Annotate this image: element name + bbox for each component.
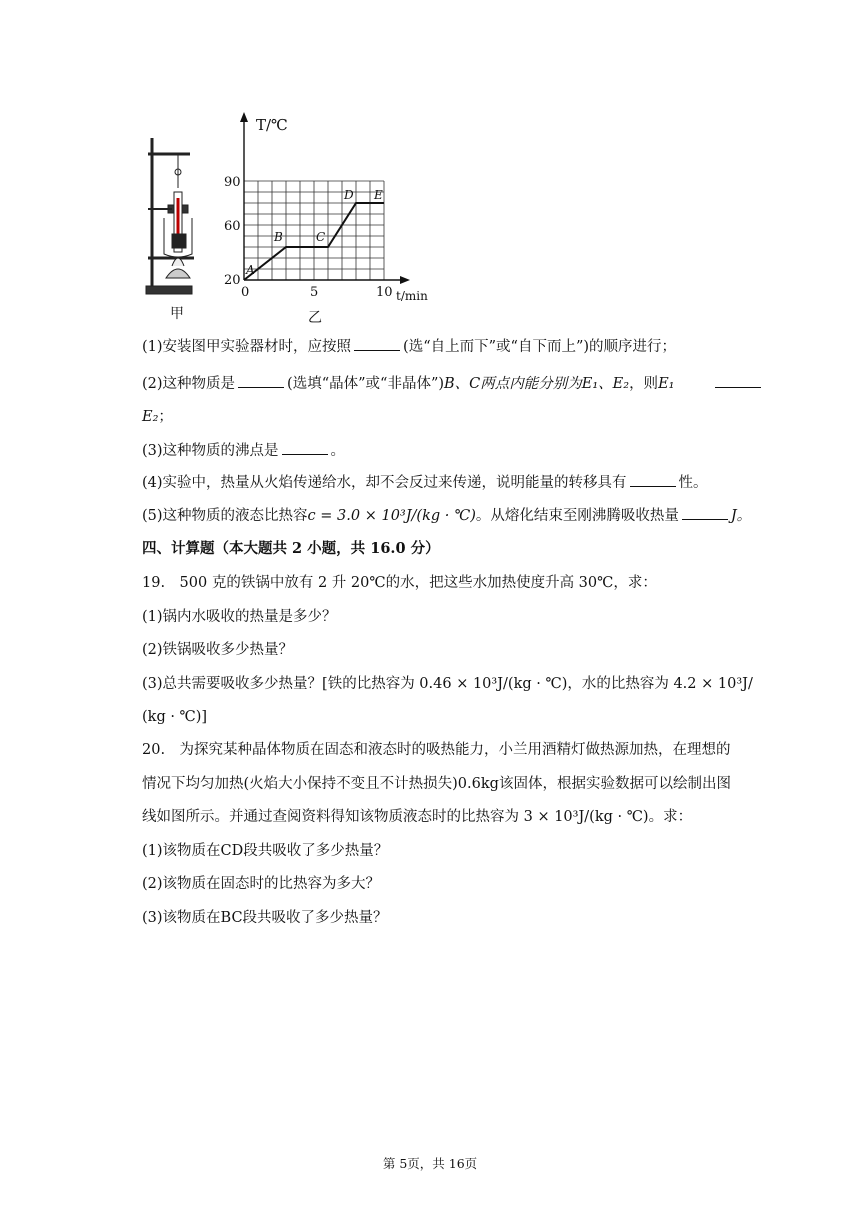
- q20-stem-line3: 线如图所示。并通过查阅资料得知该物质液态时的比热容为 3 × 10³J/(kg · ℃)。求：: [142, 809, 693, 825]
- experiment-figure: [142, 110, 442, 325]
- point-label-B: B: [274, 230, 283, 244]
- y-tick-20: 20: [224, 273, 241, 288]
- x-tick-10: 10: [376, 285, 393, 300]
- x-axis-label: t/min: [396, 289, 428, 303]
- q20-part1: (1)该物质在CD段共吸收了多少热量？: [142, 843, 389, 859]
- point-label-A: A: [246, 263, 255, 277]
- point-label-D: D: [344, 188, 354, 202]
- q18-part5: (5)这种物质的液态比热容c = 3.0 × 10³J/(kg · ℃)。从熔化结束至刚沸腾吸收热量 J。: [142, 508, 752, 524]
- q20-part2: (2)该物质在固态时的比热容为多大？: [142, 876, 381, 892]
- y-tick-60: 60: [224, 219, 241, 234]
- answer-blank[interactable]: [682, 507, 728, 520]
- q18-part2: (2)这种物质是 (选填“晶体”或“非晶体”)B、C两点内能分别为E₁、E₂，则E₁: [142, 374, 764, 394]
- left-caption: 甲: [170, 306, 184, 322]
- answer-blank[interactable]: [282, 442, 328, 455]
- page-footer: 第 5页，共 16页: [382, 1156, 478, 1171]
- answer-blank[interactable]: [715, 375, 761, 388]
- q20-part3: (3)该物质在BC段共吸收了多少热量？: [142, 910, 388, 926]
- answer-blank[interactable]: [238, 375, 284, 388]
- answer-blank[interactable]: [354, 338, 400, 351]
- q18-part2-cont: E₂；: [142, 409, 173, 425]
- x-tick-5: 5: [310, 285, 319, 300]
- section-title: 四、计算题（本大题共 2 小题，共 16.0 分）: [142, 540, 440, 557]
- answer-blank[interactable]: [630, 474, 676, 487]
- temperature-time-graph: [224, 112, 428, 303]
- point-label-E: E: [374, 188, 383, 202]
- x-tick-0: 0: [241, 285, 250, 300]
- q19-part3-cont: (kg · ℃)]: [142, 709, 208, 725]
- y-tick-90: 90: [224, 175, 241, 190]
- q20-stem-line1: 20. 为探究某种晶体物质在固态和液态时的吸热能力，小兰用酒精灯做热源加热，在理想的: [142, 742, 731, 758]
- q19-stem: 19. 500 克的铁锅中放有 2 升 20℃的水，把这些水加热使度升高 30℃，求：: [142, 575, 657, 591]
- q19-part3: (3)总共需要吸收多少热量？[铁的比热容为 0.46 × 10³J/(kg · ℃)，水的比热容为 4.2 × 10³J/: [142, 676, 753, 692]
- y-axis-label: T/℃: [256, 116, 288, 134]
- q18-part1: (1)安装图甲实验器材时，应按照 (选“自上而下”或“自下而上”)的顺序进行；: [142, 339, 677, 355]
- q19-part2: (2)铁锅吸收多少热量？: [142, 642, 294, 658]
- q20-stem-line2: 情况下均匀加热(火焰大小保持不变且不计热损失)0.6kg该固体，根据实验数据可以绘制出图: [142, 776, 731, 792]
- q19-part1: (1)锅内水吸收的热量是多少？: [142, 609, 337, 625]
- right-caption: 乙: [308, 310, 322, 325]
- q18-part4: (4)实验中，热量从火焰传递给水，却不会反过来传递，说明能量的转移具有 性。: [142, 475, 708, 491]
- point-label-C: C: [316, 230, 326, 244]
- apparatus-illustration: [146, 138, 194, 294]
- q18-part3: (3)这种物质的沸点是 。: [142, 443, 346, 459]
